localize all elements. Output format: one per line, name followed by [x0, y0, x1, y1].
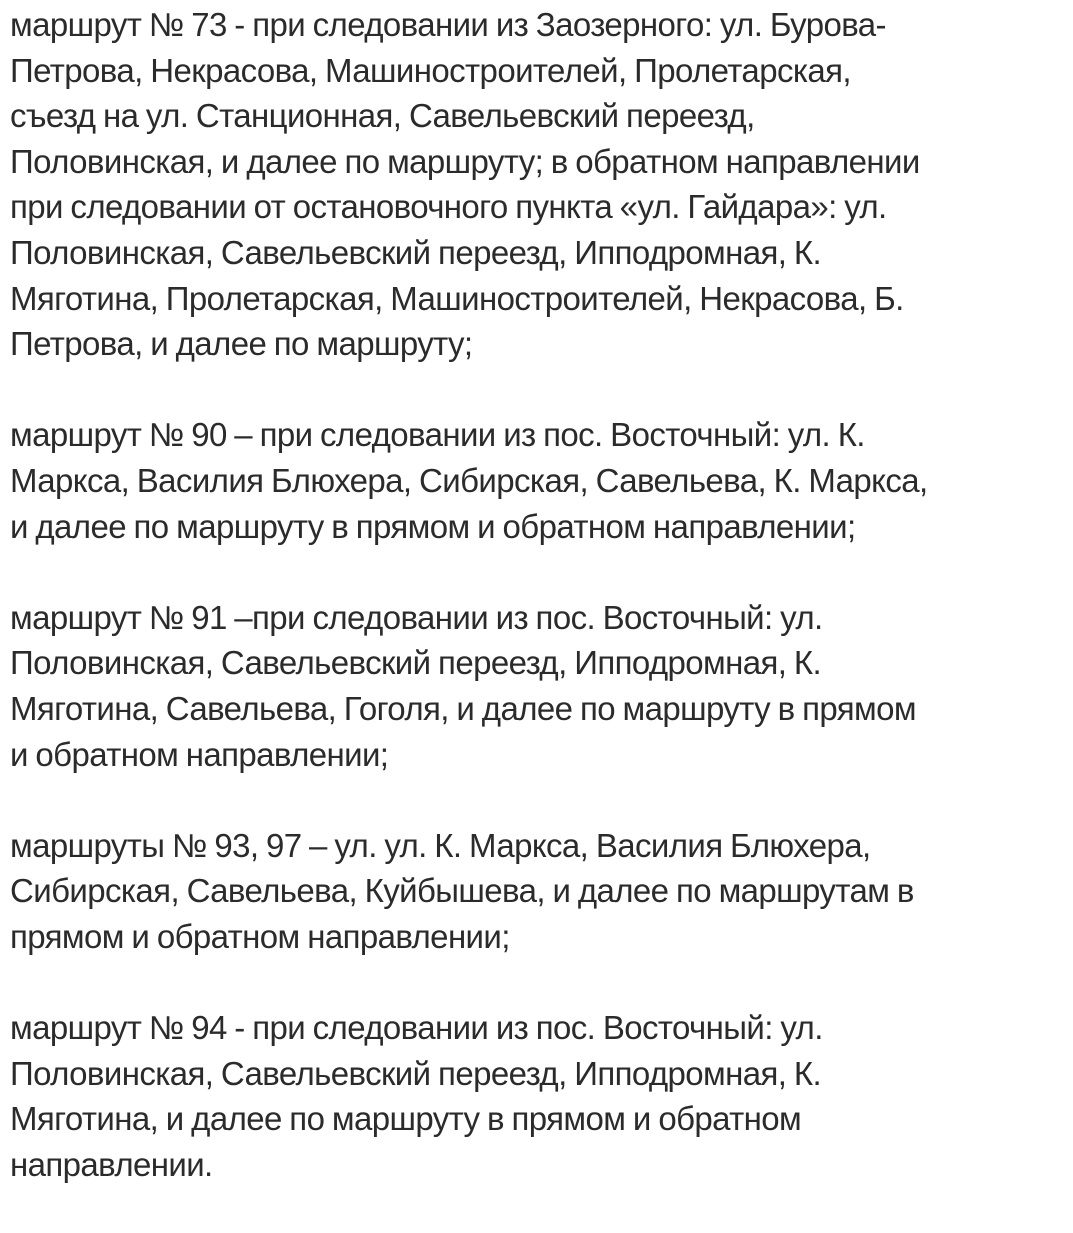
- text-line: маршрут № 90 – при следовании из пос. Восточный: ул. К.: [10, 416, 865, 454]
- text-line: Петрова, Некрасова, Машиностроителей, Пролетарская,: [10, 51, 851, 89]
- text-line: Мяготина, Савельева, Гоголя, и далее по маршруту в прямом: [10, 689, 916, 727]
- text-line: Маркса, Василия Блюхера, Сибирская, Савельева, К. Маркса,: [10, 461, 928, 499]
- text-line: маршрут № 91 –при следовании из пос. Восточный: ул.: [10, 598, 823, 636]
- text-line: прямом и обратном направлении;: [10, 917, 510, 955]
- text-line: Мяготина, и далее по маршруту в прямом и обратном: [10, 1100, 802, 1138]
- text-line: и далее по маршруту в прямом и обратном направлении;: [10, 507, 856, 545]
- text-line: Сибирская, Савельева, Куйбышева, и далее по маршрутам в: [10, 872, 914, 910]
- text-line: маршрут № 73 - при следовании из Заозерного: ул. Бурова-: [10, 6, 886, 43]
- text-line: Половинская, Савельевский переезд, Ипподромная, К.: [10, 233, 822, 271]
- text-line: маршруты № 93, 97 – ул. ул. К. Маркса, Василия Блюхера,: [10, 826, 871, 864]
- text-line: съезд на ул. Станционная, Савельевский переезд,: [10, 97, 755, 135]
- text-line: Петрова, и далее по маршруту;: [10, 325, 473, 363]
- text-line: при следовании от остановочного пункта «ул. Гайдара»: ул.: [10, 188, 887, 226]
- text-line: и обратном направлении;: [10, 735, 389, 773]
- text-line: направлении.: [10, 1145, 213, 1183]
- text-line: Половинская, и далее по маршруту; в обратном направлении: [10, 142, 920, 180]
- route-document: [10, 2, 1065, 1233]
- route-73-paragraph: [10, 2, 1065, 367]
- route-90-paragraph: [10, 412, 1065, 549]
- route-94-paragraph: [10, 1005, 1065, 1187]
- text-line: Половинская, Савельевский переезд, Ипподромная, К.: [10, 1054, 822, 1092]
- text-line: маршрут № 94 - при следовании из пос. Восточный: ул.: [10, 1009, 823, 1047]
- text-line: Мяготина, Пролетарская, Машиностроителей, Некрасова, Б.: [10, 279, 904, 317]
- route-91-paragraph: [10, 595, 1065, 777]
- text-line: Половинская, Савельевский переезд, Ипподромная, К.: [10, 644, 822, 682]
- route-93-97-paragraph: [10, 823, 1065, 960]
